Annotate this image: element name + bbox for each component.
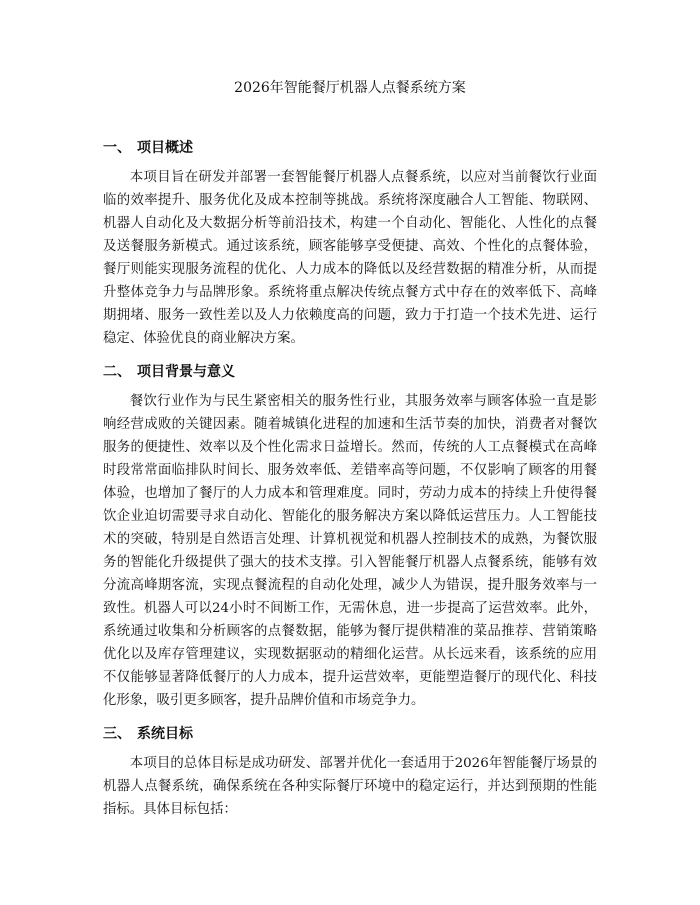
- section-background-significance: [103, 362, 597, 712]
- section-number: 一、: [103, 140, 131, 156]
- section-heading: [103, 724, 597, 744]
- section-heading: [103, 138, 597, 158]
- document-title: 2026年智能餐厅机器人点餐系统方案: [234, 80, 466, 96]
- section-title: 项目背景与意义: [137, 364, 235, 380]
- section-system-goals: [103, 724, 597, 821]
- section-title: 项目概述: [137, 140, 193, 156]
- section-number: 三、: [103, 726, 131, 742]
- section-heading: [103, 362, 597, 382]
- section-paragraph: 本项目的总体目标是成功研发、部署并优化一套适用于2026年智能餐厅场景的机器人点餐系统，确保系统在各种实际餐厅环境中的稳定运行，并达到预期的性能指标。具体目标包括：: [103, 756, 597, 817]
- section-title: 系统目标: [137, 726, 193, 742]
- section-project-overview: [103, 138, 597, 350]
- section-paragraph: 餐饮行业作为与民生紧密相关的服务性行业，其服务效率与顾客体验一直是影响经营成败的关键因素。随着城镇化进程的加速和生活节奏的加快，消费者对餐饮服务的便捷性、效率以及个性化需求日益增长。然而，传统的人工点餐模式在高峰时段常常面临排队时间长、服务效率低、差错率高等问题，不仅影响了顾客的用餐体验，也增加了餐厅的人力成本和管理难度。同时，劳动力成本的持续上升使得餐饮企业迫切需要寻求自动化、智能化的服务解决方案以降低运营压力。人工智能技术的突破，特别是自然语言处理、计算机视觉和机器人控制技术的成熟，为餐饮服务的智能化升级提供了强大的技术支撑。引入智能餐厅机器人点餐系统，能够有效分流高峰期客流，实现点餐流程的自动化处理，减少人为错误，提升服务效率与一致性。机器人可以24小时不间断工作，无需休息，进一步提高了运营效率。此外，系统通过收集和分析顾客的点餐数据，能够为餐厅提供精准的菜品推荐、营销策略优化以及库存管理建议，实现数据驱动的精细化运营。从长远来看，该系统的应用不仅能够显著降低餐厅的人力成本，提升运营效率，更能塑造餐厅的现代化、科技化形象，吸引更多顾客，提升品牌价值和市场竞争力。: [103, 394, 597, 708]
- section-paragraph: 本项目旨在研发并部署一套智能餐厅机器人点餐系统，以应对当前餐饮行业面临的效率提升、服务优化及成本控制等挑战。系统将深度融合人工智能、物联网、机器人自动化及大数据分析等前沿技术，构建一个自动化、智能化、人性化的点餐及送餐服务新模式。通过该系统，顾客能够享受便捷、高效、个性化的点餐体验，餐厅则能实现服务流程的优化、人力成本的降低以及经营数据的精准分析，从而提升整体竞争力与品牌形象。系统将重点解决传统点餐方式中存在的效率低下、高峰期拥堵、服务一致性差以及人力依赖度高的问题，致力于打造一个技术先进、运行稳定、体验优良的商业解决方案。: [103, 170, 597, 346]
- section-number: 二、: [103, 364, 131, 380]
